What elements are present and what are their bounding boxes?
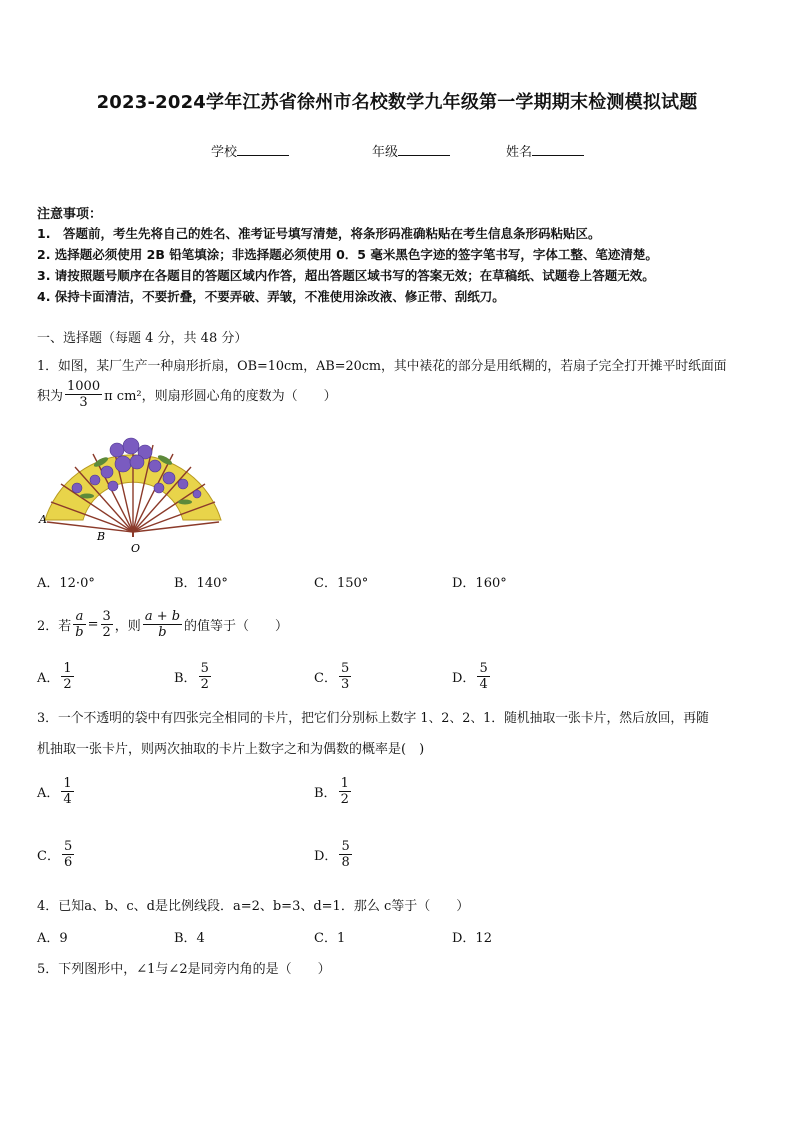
name-blank — [532, 143, 584, 156]
q1-frac-num: 1000 — [67, 379, 101, 394]
fan-label-a: A — [39, 513, 47, 526]
q4-option-b: B．4 — [174, 931, 205, 946]
q1-frac-den: 3 — [79, 395, 88, 410]
q1-option-c: C．150° — [314, 576, 369, 591]
q3-option-b-num: 1 — [340, 776, 349, 791]
school-label: 学校 — [211, 145, 238, 160]
q2-f2-den: 2 — [102, 625, 111, 640]
q3-option-c-num: 5 — [63, 839, 73, 854]
q2-mid: ，则 — [114, 619, 141, 634]
q2-option-b-num: 5 — [200, 661, 209, 676]
q2-f1-num: a — [73, 609, 85, 625]
q2-suffix: 的值等于（ ） — [184, 619, 289, 634]
q2-option-a — [37, 661, 76, 692]
q2-option-b-label: B． — [174, 671, 197, 686]
grade-field — [372, 141, 450, 160]
q3-option-c — [37, 839, 76, 870]
q3-option-a-label: A． — [37, 786, 60, 801]
q2-prefix: 2．若 — [37, 619, 72, 634]
q2-option-b-den: 2 — [200, 677, 209, 692]
q2-option-d-num: 5 — [479, 661, 488, 676]
note-item-1: 1. 答题前，考生先将自己的姓名、准考证号填写清楚，将条形码准确粘贴在考生信息条形码粘贴区。 — [37, 226, 601, 241]
q2-option-b — [174, 661, 213, 692]
q2-stem — [37, 609, 288, 640]
q1-option-d: D．160° — [452, 576, 507, 591]
q2-option-c-num: 5 — [340, 661, 350, 676]
note-item-2: 2. 选择题必须使用 2B 铅笔填涂；非选择题必须使用 0．5 毫米黑色字迹的签字笔书写，字体工整、笔迹清楚。 — [37, 247, 658, 262]
q3-option-b — [314, 776, 353, 807]
q1-stem-line1: 1．如图，某厂生产一种扇形折扇，OB=10cm，AB=20cm，其中裱花的部分是用纸糊的，若扇子完全打开摊平时纸面面 — [37, 359, 727, 374]
q4-stem: 4．已知a、b、c、d是比例线段．a=2、b=3、d=1．那么 c等于（ ） — [37, 899, 470, 914]
q3-option-c-den: 6 — [63, 855, 73, 870]
q3-option-a — [37, 776, 76, 807]
q2-option-a-den: 2 — [63, 677, 72, 692]
q1-fraction — [65, 379, 102, 410]
q2-f3-den: b — [158, 625, 167, 640]
q2-fraction-ab — [73, 609, 85, 640]
q3-option-d-den: 8 — [341, 855, 350, 870]
fan-label-o: O — [131, 542, 141, 555]
q3-option-b-label: B． — [314, 786, 337, 801]
q2-f2-num: 3 — [102, 609, 111, 624]
q3-option-a-den: 4 — [63, 792, 72, 807]
q2-option-d — [452, 661, 492, 692]
q2-eq: = — [87, 617, 99, 632]
q1-fan-figure — [37, 422, 229, 557]
q1-option-b: B．140° — [174, 576, 228, 591]
q2-option-d-label: D． — [452, 671, 476, 686]
q5-stem: 5．下列图形中，∠1与∠2是同旁内角的是（ ） — [37, 962, 331, 977]
name-label: 姓名 — [506, 145, 533, 160]
note-item-4: 4. 保持卡面清洁，不要折叠，不要弄破、弄皱，不准使用涂改液、修正带、刮纸刀。 — [37, 289, 505, 304]
q4-option-a: A．9 — [37, 931, 68, 946]
fan-label-b: B — [97, 530, 106, 543]
q3-option-d-label: D． — [314, 849, 338, 864]
q4-option-d: D．12 — [452, 931, 492, 946]
school-field — [211, 141, 289, 160]
q3-option-d-num: 5 — [341, 839, 350, 854]
q2-option-c-label: C． — [314, 671, 337, 686]
q2-option-d-den: 4 — [479, 677, 488, 692]
q2-option-a-label: A． — [37, 671, 60, 686]
q1-option-a: A．12·0° — [37, 576, 95, 591]
notes-heading: 注意事项： — [37, 207, 103, 222]
exam-title: 2023-2024学年江苏省徐州市名校数学九年级第一学期期末检测模拟试题 — [96, 92, 698, 113]
name-field — [506, 141, 584, 160]
q2-option-c-den: 3 — [340, 677, 350, 692]
q3-option-a-num: 1 — [63, 776, 72, 791]
q1-suffix: π cm²，则扇形圆心角的度数为（ ） — [104, 389, 337, 404]
q1-prefix: 积为 — [37, 389, 64, 404]
section-heading: 一、选择题（每题 4 分，共 48 分） — [37, 331, 248, 346]
grade-label: 年级 — [372, 145, 399, 160]
q2-f1-den: b — [75, 625, 84, 640]
q2-f3-num: a + b — [144, 609, 181, 624]
q2-option-c — [314, 661, 353, 692]
school-blank — [237, 143, 289, 156]
note-item-3: 3. 请按照题号顺序在各题目的答题区域内作答，超出答题区域书写的答案无效；在草稿纸、试题卷上答题无效。 — [37, 268, 655, 283]
q1-stem-line2 — [37, 379, 337, 410]
q2-fraction-32 — [101, 609, 113, 640]
q3-option-d — [314, 839, 354, 870]
q3-option-b-den: 2 — [340, 792, 349, 807]
q2-option-a-num: 1 — [63, 661, 72, 676]
q2-fraction-sum — [143, 609, 182, 640]
q3-option-c-label: C． — [37, 849, 60, 864]
q3-stem-line2: 机抽取一张卡片，则两次抽取的卡片上数字之和为偶数的概率是( ) — [37, 742, 425, 757]
grade-blank — [398, 143, 450, 156]
fan-illustration — [37, 422, 229, 557]
q3-stem-line1: 3．一个不透明的袋中有四张完全相同的卡片，把它们分别标上数字 1、2、2、1．随机抽取一张卡片，然后放回，再随 — [37, 711, 709, 726]
q4-option-c: C．1 — [314, 931, 346, 946]
